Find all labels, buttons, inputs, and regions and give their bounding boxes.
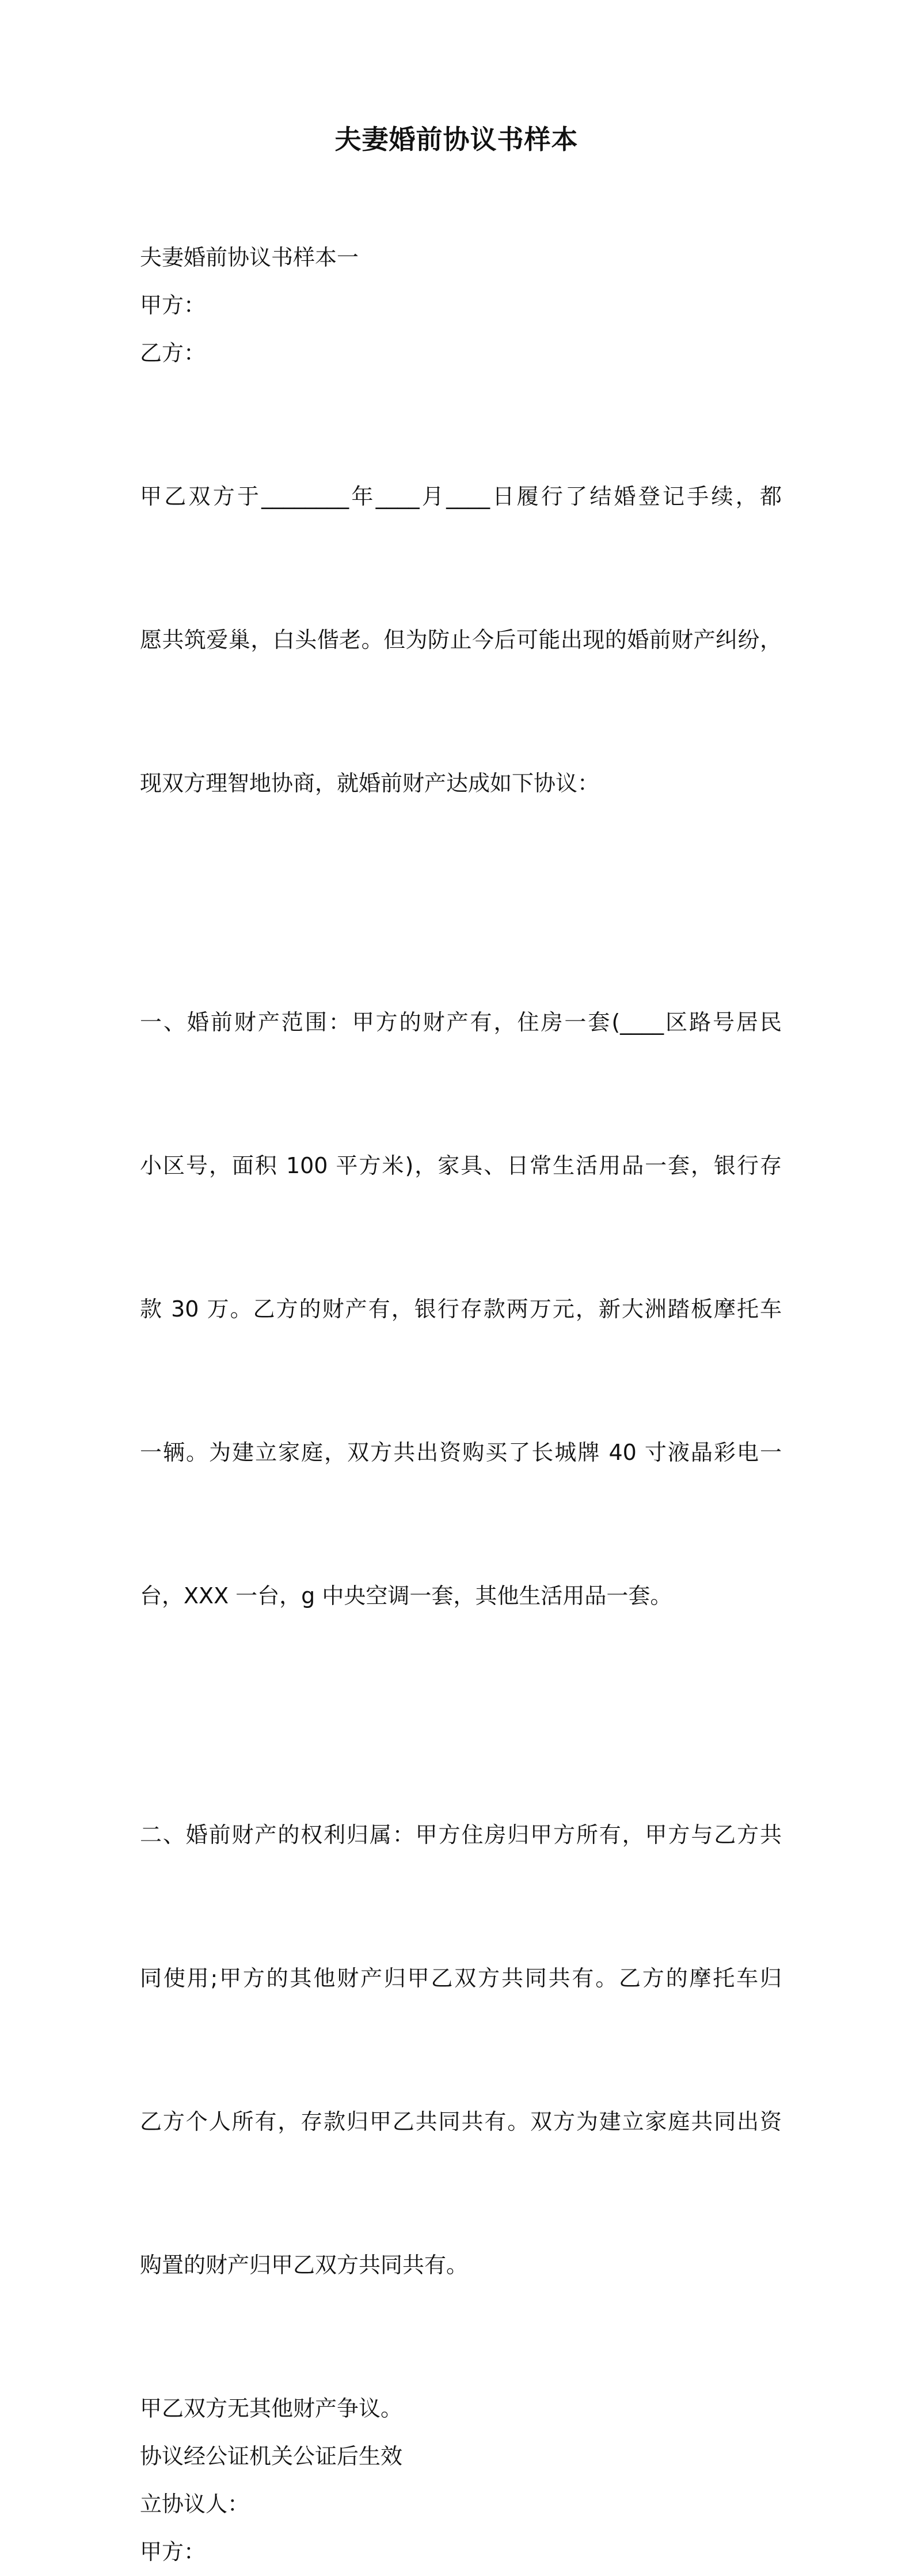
paragraph-line: 乙方个人所有，存款归甲乙共同共有。双方为建立家庭共同出资 [140, 2109, 782, 2134]
paragraph-line: 小区号，面积 100 平方米)，家具、日常生活用品一套，银行存 [140, 1153, 782, 1178]
no-dispute-statement: 甲乙双方无其他财产争议。 [140, 2396, 403, 2421]
clause-1-paragraph [140, 903, 782, 1716]
paragraph-line: 台，XXX 一台，g 中央空调一套，其他生活用品一套。 [140, 1583, 672, 1608]
sign-party-a-label: 甲方： [140, 2539, 206, 2564]
signatories-label: 立协议人： [140, 2491, 250, 2517]
paragraph-line: 购置的财产归甲乙双方共同共有。 [140, 2252, 469, 2278]
sample-subtitle: 夫妻婚前协议书样本一 [140, 245, 359, 270]
paragraph-line: 愿共筑爱巢，白头偕老。但为防止今后可能出现的婚前财产纠纷， [140, 627, 782, 652]
paragraph-line: 同使用;甲方的其他财产归甲乙双方共同共有。乙方的摩托车归 [140, 1966, 782, 1991]
document-body [140, 234, 782, 2576]
party-b-label: 乙方： [140, 340, 206, 366]
paragraph-line: 现双方理智地协商，就婚前财产达成如下协议： [140, 771, 600, 796]
paragraph-line: 甲乙双方于________年____月____日履行了结婚登记手续，都 [140, 484, 782, 509]
paragraph-line: 二、婚前财产的权利归属：甲方住房归甲方所有，甲方与乙方共 [140, 1822, 782, 1847]
clause-2-paragraph [140, 1716, 782, 2385]
paragraph-line: 款 30 万。乙方的财产有，银行存款两万元，新大洲踏板摩托车 [140, 1296, 782, 1322]
paragraph-line: 一、婚前财产范围：甲方的财产有，住房一套(____区路号居民 [140, 1010, 782, 1035]
effective-statement: 协议经公证机关公证后生效 [140, 2444, 403, 2469]
intro-paragraph [140, 377, 782, 903]
document-title: 夫妻婚前协议书样本 [334, 124, 579, 155]
party-a-label: 甲方： [140, 293, 206, 318]
paragraph-line: 一辆。为建立家庭，双方共出资购买了长城牌 40 寸液晶彩电一 [140, 1440, 782, 1465]
